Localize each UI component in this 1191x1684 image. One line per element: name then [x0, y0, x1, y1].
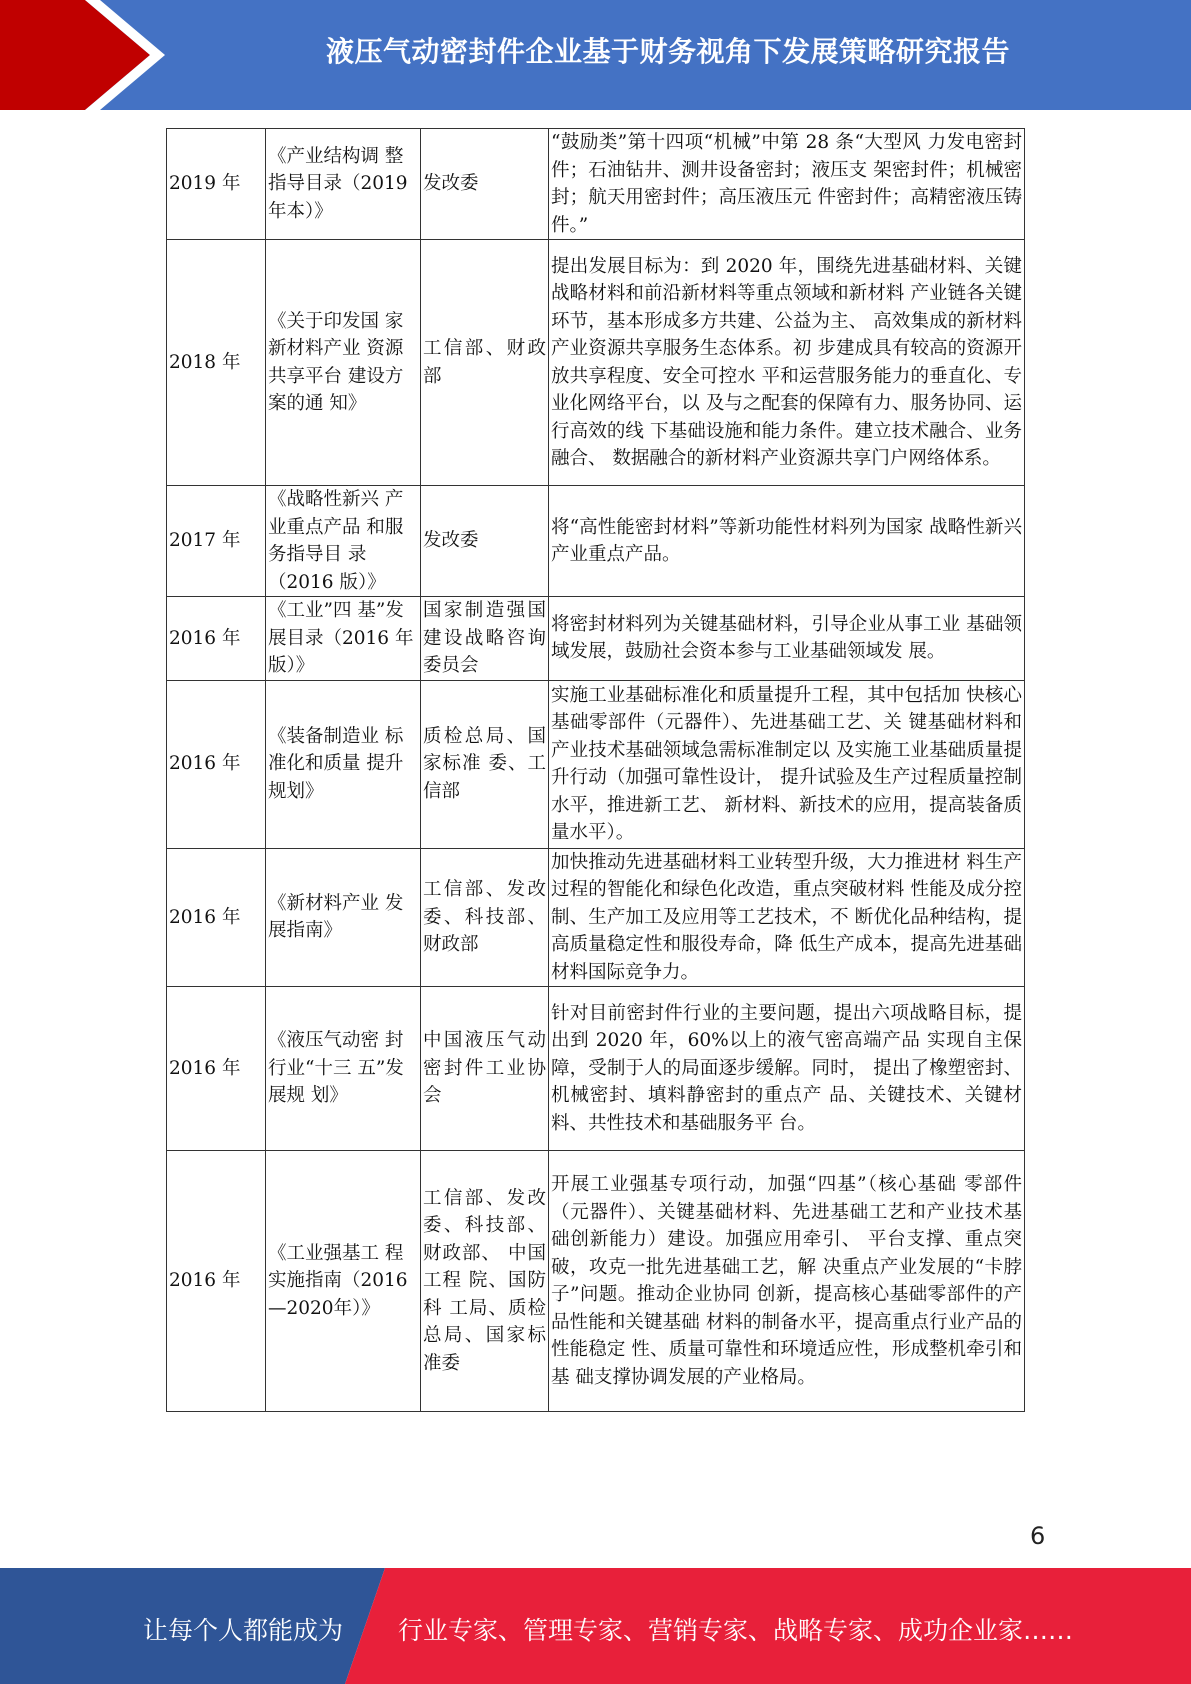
cell-description: 实施工业基础标准化和质量提升工程，其中包括加 快核心基础零部件（元器件）、先进基础工艺、关 键基础材料和产业技术基础领域急需标准制定以 及实施工业基础质量提升行动（加强可靠性设计， 提升试验及生产过程质量控制水平，推进新工艺、 新材料、新技术的应用，提高装备质量水平）。 [549, 680, 1025, 848]
cell-description: 针对目前密封件行业的主要问题，提出六项战略目标，提出到 2020 年，60%以上的液气密高端产品 实现自主保障，受制于人的局面逐步缓解。同时， 提出了橡塑密封、机械密封、填料静密封的重点产 品、关键技术、关键材料、共性技术和基础服务平 台。 [549, 987, 1025, 1151]
cell-year: 2016 年 [167, 848, 266, 987]
cell-document: 《产业结构调 整指导目录（2019 年本）》 [266, 129, 421, 240]
cell-document: 《液压气动密 封行业“十三 五”发展规 划》 [266, 987, 421, 1151]
cell-department: 工信部、发改委、科技部、财政部 [421, 848, 549, 987]
report-title: 液压气动密封件企业基于财务视角下发展策略研究报告 [325, 35, 1010, 68]
cell-department: 工信部、财政部 [421, 240, 549, 486]
cell-year: 2016 年 [167, 597, 266, 681]
cell-year: 2016 年 [167, 680, 266, 848]
cell-document: 《新材料产业 发展指南》 [266, 848, 421, 987]
policy-table [166, 128, 1025, 1412]
cell-year: 2019 年 [167, 129, 266, 240]
cell-document: 《装备制造业 标准化和质量 提升规划》 [266, 680, 421, 848]
cell-department: 工信部、发改委、科技部、财政部、 中国工程 院、国防科 工局、质检 总局、国家标准委 [421, 1151, 549, 1412]
cell-description: “鼓励类”第十四项“机械”中第 28 条“大型风 力发电密封件；石油钻井、测井设备密封；液压支 架密封件；机械密封；航天用密封件；高压液压元 件密封件；高精密液压铸件。” [549, 129, 1025, 240]
cell-description: 加快推动先进基础材料工业转型升级，大力推进材 料生产过程的智能化和绿色化改造，重点突破材料 性能及成分控制、生产加工及应用等工艺技术，不 断优化品种结构，提高质量稳定性和服役寿命，降 低生产成本，提高先进基础材料国际竞争力。 [549, 848, 1025, 987]
footer-slogan-right: 行业专家、管理专家、营销专家、战略专家、成功企业家…… [398, 1616, 1074, 1645]
table-row [167, 597, 1025, 681]
policy-table-container [166, 128, 1024, 1412]
cell-description: 提出发展目标为：到 2020 年，围绕先进基础材料、关键战略材料和前沿新材料等重点领域和新材料 产业链各关键环节，基本形成多方共建、公益为主、 高效集成的新材料产业资源共享服务生态体系。初 步建成具有较高的资源开放共享程度、安全可控水 平和运营服务能力的垂直化、专业化网络平台，以 及与之配套的保障有力、服务协同、运行高效的线 下基础设施和能力条件。建立技术融合、业务融合、 数据融合的新材料产业资源共享门户网络体系。 [549, 240, 1025, 486]
table-row [167, 1151, 1025, 1412]
cell-year: 2016 年 [167, 1151, 266, 1412]
cell-description: 开展工业强基专项行动，加强“四基”（核心基础 零部件（元器件）、关键基础材料、先进基础工艺和产业技术基础创新能力）建设。加强应用牵引、 平台支撑、重点突破，攻克一批先进基础工艺，解 决重点产业发展的“卡脖子”问题。推动企业协同 创新，提高核心基础零部件的产品性能和关键基础 材料的制备水平，提高重点行业产品的性能稳定 性、质量可靠性和环境适应性，形成整机牵引和基 础支撑协调发展的产业格局。 [549, 1151, 1025, 1412]
cell-document: 《关于印发国 家新材料产业 资源共享平台 建设方案的通 知》 [266, 240, 421, 486]
cell-year: 2016 年 [167, 987, 266, 1151]
header-arrow-icon [0, 0, 170, 110]
cell-department: 国家制造强国建设战略咨询委员会 [421, 597, 549, 681]
table-row [167, 680, 1025, 848]
cell-document: 《工业强基工 程实施指南（2016—2020年）》 [266, 1151, 421, 1412]
table-row [167, 987, 1025, 1151]
page-footer [0, 1568, 1191, 1684]
cell-description: 将“高性能密封材料”等新功能性材料列为国家 战略性新兴产业重点产品。 [549, 486, 1025, 597]
page-header [0, 0, 1191, 110]
cell-year: 2017 年 [167, 486, 266, 597]
table-row [167, 848, 1025, 987]
table-row [167, 129, 1025, 240]
cell-department: 质检总局、国家标准 委、工信部 [421, 680, 549, 848]
table-row [167, 240, 1025, 486]
cell-document: 《战略性新兴 产业重点产品 和服务指导目 录（2016 版）》 [266, 486, 421, 597]
table-row [167, 486, 1025, 597]
cell-department: 中国液压气动密封件工业协会 [421, 987, 549, 1151]
cell-year: 2018 年 [167, 240, 266, 486]
cell-description: 将密封材料列为关键基础材料，引导企业从事工业 基础领域发展，鼓励社会资本参与工业基础领域发 展。 [549, 597, 1025, 681]
cell-department: 发改委 [421, 129, 549, 240]
footer-slogan-left: 让每个人都能成为 [143, 1616, 344, 1645]
cell-document: 《工业”四 基”发展目录（2016 年版）》 [266, 597, 421, 681]
cell-department: 发改委 [421, 486, 549, 597]
page-number: 6 [1030, 1522, 1046, 1550]
